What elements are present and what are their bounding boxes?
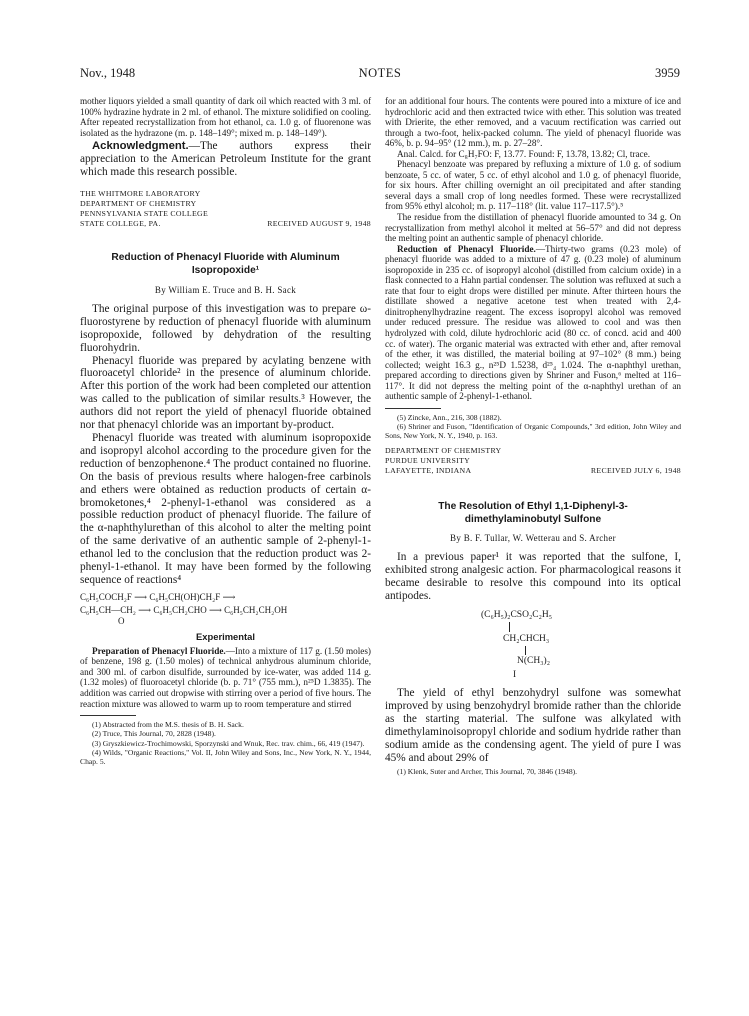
reaction-line-2: C₆H₅CH—CH₂ ⟶ C₆H₅CH₂CHO ⟶ C₆H₅CH₂CH₂OH bbox=[80, 604, 288, 615]
affiliation-line: DEPARTMENT OF CHEMISTRY bbox=[80, 198, 197, 208]
affiliation-line: DEPARTMENT OF CHEMISTRY bbox=[385, 446, 502, 456]
body-paragraph: Phenacyl fluoride was treated with aluminum isopropoxide and isopropyl alcohol according to the procedure given for the reduction of benzophenone.⁴ The product contained no fluorine. On the basis of previous results where halogen-free carbinols and ethers were obtained as reduction products of certain α-bromoketones,⁴ 2-phenyl-1-ethanol was considered as a possible reduction product of phenacyl fluoride. The failure of the α-naphthylurethan of this alcohol to alter the melting point of the same derivative of an authentic sample of 2-phenyl-1-ethanol led to the conclusion that the reduction product was 2-phenyl-1-ethanol. It may have been formed by the following sequence of reactions⁴ bbox=[80, 431, 371, 586]
paragraph-heading: Preparation of Phenacyl Fluoride. bbox=[92, 645, 226, 656]
paragraph-text: —Thirty-two grams (0.23 mole) of phenacyl fluoride was added to a mixture of 47 g. (0.23 mole) of aluminum isopropoxide in 235 cc. of isopropyl alcohol (distilled from calcium oxide) in a flask connected to a Hahn partial condenser. The solution was refluxed at such a rate that four to eight drops were distilled per minute. After thirteen hours the distillate showed a negative acetone test when treated with 2,4-dinitrophenylhydrazine reagent. The excess isopropyl alcohol was removed under reduced pressure. The residue was allowed to cool and was then hydrolyzed with cold, dilute hydrochloric acid (80 cc. of concd. acid and 400 cc. of water). The organic material was extracted with ether and, after removal of the ether, it was distilled, the material boiling at 97–102° (8 mm.) being collected; weight 16.3 g., n²⁵D 1.5238, d²⁵₄ 1.024. The α-naphthyl urethan, prepared according to directions given by Shriner and Fuson,⁶ melted at 116–117°. It did not depress the melting point of the α-naphthyl urethan of an authentic sample of 2-phenyl-1-ethanol. bbox=[385, 243, 681, 402]
affiliation-line: STATE COLLEGE, PA. bbox=[80, 218, 161, 228]
experimental-paragraph bbox=[80, 646, 371, 709]
intro-paragraph: mother liquors yielded a small quantity of dark oil which reacted with 3 ml. of 100% hydrazine hydrate in 2 ml. of ethanol. The mixture solidified on cooling. After repeated recrystallization from hot ethanol, ca. 1.0 g. of fluorenone was isolated as the hydrazone (m. p. 148–149°; mixed m. p. 148–149°). bbox=[80, 96, 371, 138]
footnotes bbox=[385, 767, 681, 776]
body-paragraph: The original purpose of this investigation was to prepare ω-fluorostyrene by reduction of phenacyl fluoride with aluminum isopropoxide, followed by dehydration of the resulting fluorohydrin. bbox=[80, 302, 371, 354]
acknowledgment-text: —The authors express their appreciation to the American Petroleum Institute for the grant which made this research possible. bbox=[80, 140, 371, 178]
received-date: RECEIVED AUGUST 9, 1948 bbox=[267, 218, 371, 228]
footnote-rule bbox=[80, 715, 136, 716]
header-page-number: 3959 bbox=[655, 66, 680, 80]
structure-group-3: N(CH₃)₂ bbox=[517, 656, 551, 667]
article-authors: By B. F. Tullar, W. Wetterau and S. Archer bbox=[450, 533, 616, 544]
footnote: (1) Klenk, Suter and Archer, This Journal, 70, 3846 (1948). bbox=[397, 766, 578, 776]
section-heading-experimental: Experimental bbox=[196, 630, 255, 642]
affiliation-received-row bbox=[385, 466, 681, 476]
paragraph-heading: Reduction of Phenacyl Fluoride. bbox=[397, 243, 536, 254]
structure-diagram bbox=[385, 607, 681, 683]
affiliation-line: PENNSYLVANIA STATE COLLEGE bbox=[80, 208, 209, 218]
article-title: The Resolution of Ethyl 1,1-Diphenyl-3-dimethylaminobutyl Sulfone bbox=[438, 501, 628, 526]
structure-group-1: (C₆H₅)₂CSO₂C₂H₅ bbox=[481, 610, 553, 621]
analysis-paragraph: Anal. Calcd. for C₈H₇FO: F, 13.77. Found: F, 13.78, 13.82; Cl, trace. bbox=[397, 148, 650, 159]
affiliation-line: THE WHITMORE LABORATORY bbox=[80, 188, 201, 198]
paragraph-text: —Into a mixture of 117 g. (1.50 moles) of benzene, 198 g. (1.50 moles) of technical anhydrous aluminum chloride, and 300 ml. of carbon disulfide, surrounded by ice-water, was added 114 g. (1.32 moles) of fluoroacetyl chloride (b. p. 71° (755 mm.), n²⁵D 1.3835). The addition was carried out dropwise with stirring over a period of five hours. The reaction mixture was allowed to warm up to room temperature and stirred bbox=[80, 645, 371, 709]
header-section: NOTES bbox=[358, 66, 402, 80]
affiliation-block bbox=[385, 446, 681, 476]
footnote: (3) Gryszkiewicz-Trochimowski, Sporzynski and Wnuk, Rec. trav. chim., 66, 419 (1947). bbox=[92, 738, 365, 748]
affiliation-received-row bbox=[80, 219, 371, 229]
footnote: (4) Wilds, "Organic Reactions," Vol. II, John Wiley and Sons, Inc., New York, N. Y., 1944, Chap. 5. bbox=[80, 747, 371, 766]
body-paragraph: for an additional four hours. The contents were poured into a mixture of ice and hydrochloric acid and then extracted twice with ether. This solution was treated with Drierite, the ether removed, and a vacuum rectification was carried out through a two-foot, helix-packed column. The yield of phenacyl fluoride was 46%, b. p. 94–95° (12 mm.), m. p. 27–28°. bbox=[385, 96, 681, 149]
footnotes bbox=[80, 720, 371, 766]
structure-bond bbox=[525, 646, 526, 655]
footnote: (1) Abstracted from the M.S. thesis of B. H. Sack. bbox=[92, 720, 244, 730]
footnote: (2) Truce, This Journal, 70, 2828 (1948). bbox=[92, 729, 216, 739]
footnotes bbox=[385, 413, 681, 441]
right-column bbox=[385, 96, 681, 776]
article-title: Reduction of Phenacyl Fluoride with Aluminum Isopropoxide¹ bbox=[111, 251, 340, 276]
affiliation-line: PURDUE UNIVERSITY bbox=[385, 456, 471, 466]
structure-group-2: CH₂CHCH₃ bbox=[503, 634, 550, 645]
structure-label: I bbox=[513, 670, 517, 681]
acknowledgment-heading: Acknowledgment. bbox=[92, 140, 189, 153]
acknowledgment bbox=[80, 140, 371, 179]
body-paragraph: Phenacyl fluoride was prepared by acylating benzene with fluoroacetyl chloride² in the presence of aluminum chloride. After this portion of the work had been completed our attention was called to the publication of similar results.³ However, the authors did not report the yield of phenacyl fluoride obtained nor that phenacyl chloride was an important by-product. bbox=[80, 354, 371, 432]
reaction-line-1: C₆H₅COCH₂F ⟶ C₆H₅CH(OH)CH₂F ⟶ bbox=[80, 591, 236, 602]
article-authors: By William E. Truce and B. H. Sack bbox=[154, 284, 297, 295]
footnote: (6) Shriner and Fuson, "Identification of Organic Compounds," 3rd edition, John Wiley and Sons, New York, N. Y., 1940, p. 163. bbox=[385, 422, 681, 441]
running-header bbox=[80, 66, 680, 82]
body-paragraph: The yield of ethyl benzohydryl sulfone was somewhat improved by using benzohydryl bromide rather than the chloride as the starting material. The sulfone was alkylated with dimethylaminoisopropyl chloride and sodium hydride rather than sodium amide as the condensing agent. The yield of pure I was 45% and about 29% of bbox=[385, 687, 681, 764]
footnote: (5) Zincke, Ann., 216, 308 (1882). bbox=[397, 412, 502, 422]
structure-bond bbox=[509, 622, 510, 632]
affiliation-block bbox=[80, 189, 371, 229]
epoxide-oxygen: O bbox=[118, 615, 125, 626]
header-date: Nov., 1948 bbox=[80, 66, 136, 80]
body-paragraph: Phenacyl benzoate was prepared by refluxing a mixture of 1.0 g. of sodium benzoate, 5 cc. of water, 5 cc. of ethyl alcohol and 1.0 g. of phenacyl fluoride, for six hours. After chilling overnight an oil precipitated and after standing several days a small crop of long needles formed. These were recrystallized from 95% ethyl alcohol; m. p. 117–118° (lit. value 117–117.5°).⁵ bbox=[385, 159, 681, 212]
left-column bbox=[80, 96, 371, 766]
body-paragraph: The residue from the distillation of phenacyl fluoride amounted to 34 g. On recrystallization from methyl alcohol it melted at 56–57° and did not depress the melting point an authentic sample of phenacyl chloride. bbox=[385, 212, 681, 244]
footnote-rule bbox=[385, 408, 441, 409]
reduction-paragraph bbox=[385, 244, 681, 402]
received-date: RECEIVED JULY 6, 1948 bbox=[590, 466, 681, 476]
body-paragraph: In a previous paper¹ it was reported that the sulfone, I, exhibited strong analgesic action. For pharmacological reasons it became desirable to resolve this compound into its optical antipodes. bbox=[385, 551, 681, 603]
affiliation-line: LAFAYETTE, INDIANA bbox=[385, 466, 472, 476]
reaction-scheme bbox=[80, 591, 371, 625]
